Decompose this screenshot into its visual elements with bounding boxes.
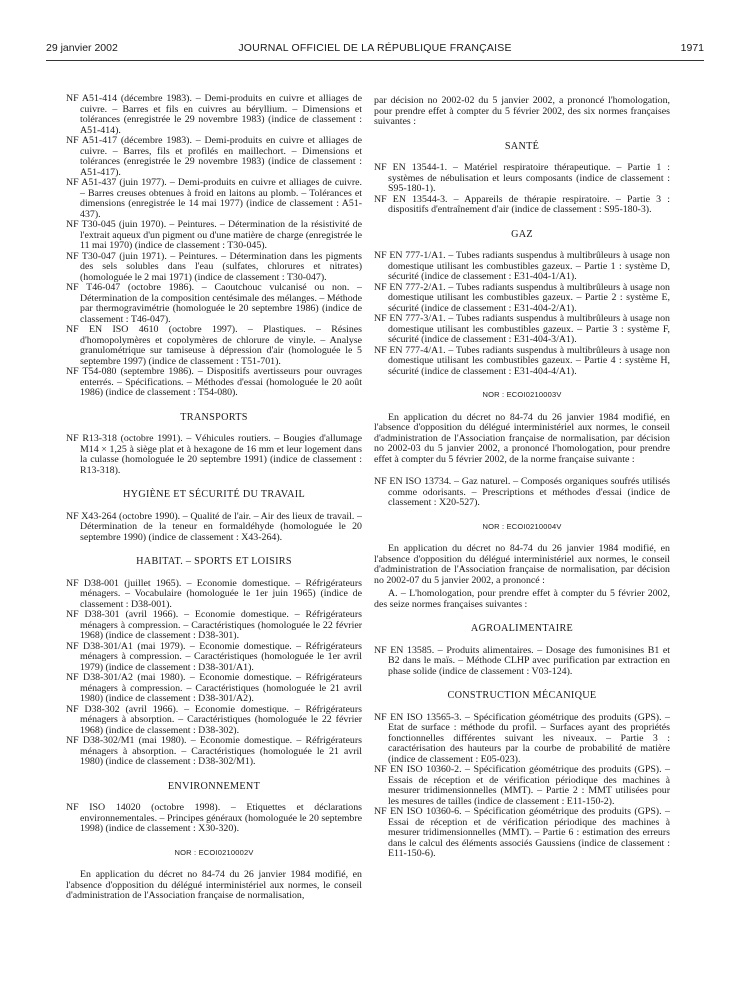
standard-entry: NF X43-264 (octobre 1990). – Qualité de l'air. – Air des lieux de travail. – Détermination de la teneur en formaldéhyde (homologuée le 20 septembre 1990) (indice de classement : X43-264).: [66, 510, 362, 543]
standards-list-block1: [66, 94, 362, 399]
header-rule: [46, 60, 704, 61]
journal-title: JOURNAL OFFICIEL DE LA RÉPUBLIQUE FRANÇAISE: [238, 42, 512, 54]
section-heading-gaz: GAZ: [511, 228, 533, 240]
section-heading-hygiene: HYGIÈNE ET SÉCURITÉ DU TRAVAIL: [123, 489, 305, 500]
decision-paragraph-continued: par décision no 2002-02 du 5 janvier 2002, a prononcé l'homologation, pour prendre effet à compter du 5 février 2002, des six normes françaises suivantes :: [374, 95, 670, 127]
standard-entry: NF D38-302/M1 (mai 1980). – Economie domestique. – Réfrigérateurs ménagers à absorption. – Caractéristiques (homologuée le 21 avril 1980) (indice de classement : D38-302/M1).: [66, 735, 362, 767]
section-heading-sante: SANTÉ: [504, 140, 540, 152]
standard-entry: NF T30-045 (juin 1970). – Peintures. – Détermination de la résistivité de l'extrait aqueux d'un pigment ou d'une matière de charge (enregistrée le 11 mai 1970) (indice de classement : T30-045).: [66, 219, 362, 251]
left-column: [66, 94, 362, 902]
decision-paragraph: En application du décret no 84-74 du 26 janvier 1984 modifié, en l'absence d'opposition du délégué interministériel aux normes, le conseil d'administration de l'Association française de normalisation, par décision no 2002-03 du 5 janvier 2002, a prononcé l'homologation, pour prendre effet à compter du 5 février 2002, de la norme française suivante :: [374, 411, 670, 465]
right-column: [374, 96, 670, 860]
standard-entry: NF EN 777-3/A1. – Tubes radiants suspendus à multibrûleurs à usage non domestique utilisant les combustibles gazeux. – Partie 3 : système F, sécurité (indice de classement : E31-404-3/A1).: [374, 313, 670, 345]
standard-entry: NF A51-414 (décembre 1983). – Demi-produits en cuivre et alliages de cuivre. – Barres et fils en cuivres au béryllium. – Dimensions et tolérances (enregistrée le 29 novembre 1983) (indice de classement : A51-414).: [66, 93, 362, 136]
standard-entry: NF T54-080 (septembre 1986). – Dispositifs avertisseurs pour ouvrages enterrés. – Spécifications. – Méthodes d'essai (homologuée le 20 août 1986) (indice de classement : T54-080).: [66, 366, 362, 398]
standard-entry: NF EN 777-1/A1. – Tubes radiants suspendus à multibrûleurs à usage non domestique utilisant les combustibles gazeux. – Partie 1 : système D, sécurité (indice de classement : E31-404-1/A1).: [374, 250, 670, 282]
section-heading-agroalimentaire: AGROALIMENTAIRE: [470, 623, 574, 634]
section-heading-habitat: HABITAT. – SPORTS ET LOISIRS: [136, 556, 292, 567]
standard-entry: NF D38-001 (juillet 1965). – Economie domestique. – Réfrigérateurs ménagers. – Vocabulaire (homologuée le 1er juin 1965) (indice de classement : D38-001).: [66, 577, 362, 610]
decision-paragraph: En application du décret no 84-74 du 26 janvier 1984 modifié, en l'absence d'opposition du délégué interministériel aux normes, le conseil d'administration de l'Association française de normalisation,: [66, 869, 362, 901]
standard-entry: NF EN 13544-3. – Appareils de thérapie respiratoire. – Partie 3 : dispositifs d'entraînement d'air (indice de classement : S95-180-3).: [374, 193, 670, 215]
page-number: 1971: [680, 42, 704, 54]
decision-paragraph: En application du décret no 84-74 du 26 janvier 1984 modifié, en l'absence d'opposition du délégué interministériel aux normes, le conseil d'administration de l'Association française de normalisation, par décision no 2002-07 du 5 janvier 2002, a prononcé :: [374, 543, 670, 586]
standard-entry: NF ISO 14020 (octobre 1998). – Etiquettes et déclarations environnementales. – Principes généraux (homologuée le 20 septembre 1998) (indice de classement : X30-320).: [66, 802, 362, 834]
section-heading-transports: TRANSPORTS: [180, 411, 248, 423]
section-heading-construction-mecanique: CONSTRUCTION MÉCANIQUE: [447, 690, 597, 701]
section-heading-environnement: ENVIRONNEMENT: [167, 780, 261, 792]
standard-entry: NF A51-417 (décembre 1983). – Demi-produits en cuivre et alliages de cuivre. – Barres, fils et profilés en maillechort. – Dimensions et tolérances (enregistrée le 29 novembre 1983) (indice de classement : A51-417).: [66, 135, 362, 178]
nor-reference: NOR : ECOI0210004V: [482, 521, 562, 531]
standard-entry: NF D38-301 (avril 1966). – Economie domestique. – Réfrigérateurs ménagers à compression. – Caractéristiques (homologuée le 22 février 1968) (indice de classement : D38-301).: [66, 609, 362, 641]
standard-entry: NF T30-047 (juin 1971). – Peintures. – Détermination dans les pigments des sels solubles dans l'eau (sulfates, chlorures et nitrates) (homologuée le 2 mai 1971) (indice de classement : T30-047).: [66, 250, 362, 283]
page-header: [46, 42, 704, 58]
standard-entry: NF EN ISO 13734. – Gaz naturel. – Composés organiques soufrés utilisés comme odorisants. – Prescriptions et méthodes d'essai (indice de classement : X20-527).: [374, 476, 670, 508]
standard-entry: NF EN 13585. – Produits alimentaires. – Dosage des fumonisines B1 et B2 dans le maïs. – Méthode CLHP avec purification par extraction en phase solide (indice de classement : V03-124).: [374, 644, 670, 677]
standard-entry: NF T46-047 (octobre 1986). – Caoutchouc vulcanisé ou non. – Détermination de la composition centésimale des mélanges. – Méthode par thermogravimétrie (homologuée le 20 septembre 1986) (indice de classement : T46-047).: [66, 282, 362, 325]
standard-entry: NF D38-301/A2 (mai 1980). – Economie domestique. – Réfrigérateurs ménagers à compression. – Caractéristiques (homologuée le 21 avril 1980) (indice de classement : D38-301/A2).: [66, 672, 362, 704]
standard-entry: NF EN ISO 4610 (octobre 1997). – Plastiques. – Résines d'homopolymères et copolymères de chlorure de vinyle. – Analyse granulométrique sur tamiseuse à dépression d'air (homologuée le 5 septembre 1997) (indice de classement : T51-701).: [66, 324, 362, 367]
standard-entry: NF EN ISO 10360-2. – Spécification géométrique des produits (GPS). – Essais de réception et de vérification périodique des machines à mesurer tridimensionnelles (MMT). – Partie 2 : MMT utilisées pour les mesures de tailles (indice de classement : E11-150-2).: [374, 764, 670, 807]
issue-date: 29 janvier 2002: [46, 42, 118, 54]
nor-reference: NOR : ECOI0210003V: [482, 390, 562, 399]
standard-entry: NF EN ISO 13565-3. – Spécification géométrique des produits (GPS). – Etat de surface : méthode du profil. – Surfaces ayant des propriétés fonctionnelles différentes suivant les niveaux. – Partie 3 : caractérisation des hauteurs par la courbe de probabilité de matière (indice de classement : E05-023).: [374, 711, 670, 765]
nor-reference: NOR : ECOI0210002V: [174, 847, 254, 857]
standard-entry: NF R13-318 (octobre 1991). – Véhicules routiers. – Bougies d'allumage M14 × 1,25 à siège plat et à hexagone de 16 mm et leur logement dans la culasse (homologuée le 20 septembre 1991) (indice de classement : R13-318).: [66, 433, 362, 476]
standard-entry: NF EN 13544-1. – Matériel respiratoire thérapeutique. – Partie 1 : systèmes de nébulisation et leurs composants (indice de classement : S95-180-1).: [374, 162, 670, 194]
decision-subparagraph: A. – L'homologation, pour prendre effet à compter du 5 février 2002, des seize normes françaises suivantes :: [374, 588, 670, 610]
standard-entry: NF EN 777-2/A1. – Tubes radiants suspendus à multibrûleurs à usage non domestique utilisant les combustibles gazeux. – Partie 2 : système E, sécurité (indice de classement : E31-404-2/A1).: [374, 281, 670, 314]
standard-entry: NF EN 777-4/A1. – Tubes radiants suspendus à multibrûleurs à usage non domestique utilisant les combustibles gazeux. – Partie 4 : système H, sécurité (indice de classement : E31-404-4/A1).: [374, 344, 670, 377]
standard-entry: NF EN ISO 10360-6. – Spécification géométrique des produits (GPS). – Essai de réception et de vérification périodique des machines à mesurer tridimensionnelles (MMT). – Partie 6 : estimation des erreurs dans le calcul des éléments associés Gaussiens (indice de classement : E11-150-6).: [374, 806, 670, 859]
standard-entry: NF D38-302 (avril 1966). – Economie domestique. – Réfrigérateurs ménagers à absorption. – Caractéristiques (homologuée le 22 février 1968) (indice de classement : D38-302).: [66, 703, 362, 736]
standard-entry: NF D38-301/A1 (mai 1979). – Economie domestique. – Réfrigérateurs ménagers à compression. – Caractéristiques (homologuée le 1er avril 1979) (indice de classement : D38-301/A1).: [66, 640, 362, 673]
standard-entry: NF A51-437 (juin 1977). – Demi-produits en cuivre et alliages de cuivre. – Barres creuses obtenues à froid en laitons au plomb. – Tolérances et dimensions (enregistrée le 14 mai 1977) (indice de classement : A51-437).: [66, 177, 362, 220]
